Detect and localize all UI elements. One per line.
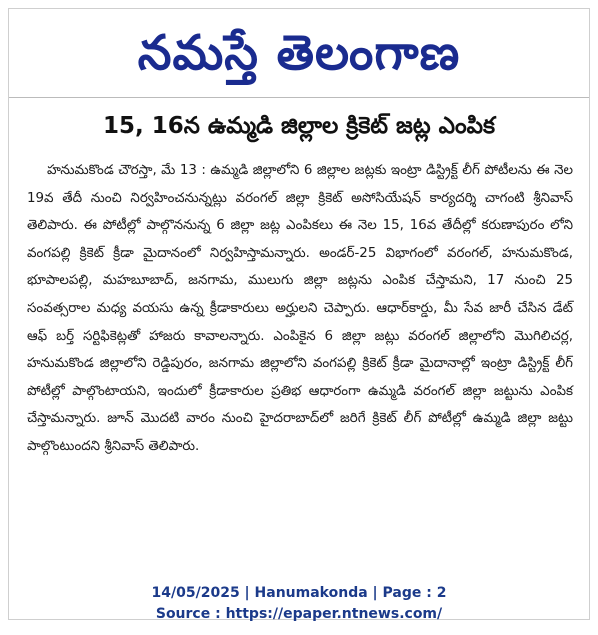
footer-date-line: 14/05/2025 | Hanumakonda | Page : 2 xyxy=(151,585,447,601)
footer xyxy=(9,583,589,625)
newspaper-logo: నమస్తే తెలంగాణ xyxy=(137,25,461,81)
footer-source-line: Source : https://epaper.ntnews.com/ xyxy=(155,606,443,622)
masthead xyxy=(29,17,569,89)
article-headline: 15, 16న ఉమ్మడి జిల్లాల క్రికెట్ జట్ల ఎంపిక xyxy=(103,113,495,139)
article-paragraph: హనుమకొండ చౌరస్తా, మే 13 : ఉమ్మడి జిల్లాలోని 6 జిల్లాల జట్లకు ఇంట్రా డిస్ట్రిక్ట్ లీగ్ పోటీలను ఈ నెల 19వ తేదీ నుంచి నిర్వహించనున్నట్లు వరంగల్ జిల్లా క్రికెట్ అసోసియేషన్ కార్యదర్శి చాగంటి శ్రీనివాస్ తెలిపారు. ఈ పోటీల్లో పాల్గొననున్న 6 జిల్లా జట్ల ఎంపికలు ఈ నెల 15, 16వ తేదీల్లో కరుణాపురం లోని వంగపల్లి క్రికెట్ క్రీడా మైదానంలో నిర్వహిస్తామన్నారు. అండర్-25 విభాగంలో వరంగల్, హనుమకొండ, భూపాలపల్లి, మహబూబాద్, జనగామ, ములుగు జిల్లా జట్లను ఎంపిక చేస్తామని, 17 నుంచి 25 సంవత్సరాల మధ్య వయసు ఉన్న క్రీడాకారులు అర్హులని చెప్పారు. ఆధార్‌కార్డు, మీ సేవ జారీ చేసిన డేట్ ఆఫ్ బర్త్ సర్టిఫికెట్లతో హాజరు కావాలన్నారు. ఎంపికైన 6 జిల్లా జట్లు వరంగల్ జిల్లాలోని మొగిలిచర్ల, హనుమకొండ జిల్లాలోని రెడ్డిపురం, జనగామ జిల్లాలోని వంగపల్లి క్రికెట్ క్రీడా మైదానాల్లో ఇంట్రా డిస్ట్రిక్ట్ లీగ్ పోటీల్లో పాల్గొంటాయని, ఇందులో క్రీడాకారుల ప్రతిభ ఆధారంగా ఉమ్మడి వరంగల్ జిల్లా జట్టును ఎంపిక చేస్తామన్నారు. జూన్ మొదటి వారం నుంచి హైదరాబాద్‌లో జరిగే క్రికెట్ లీగ్ పోటీల్లో ఉమ్మడి జిల్లా జట్టు పాల్గొంటుందని శ్రీనివాస్ తెలిపారు. xyxy=(27,163,573,454)
clipping-frame xyxy=(8,8,590,620)
masthead-divider xyxy=(9,97,589,98)
article-body xyxy=(27,157,573,461)
